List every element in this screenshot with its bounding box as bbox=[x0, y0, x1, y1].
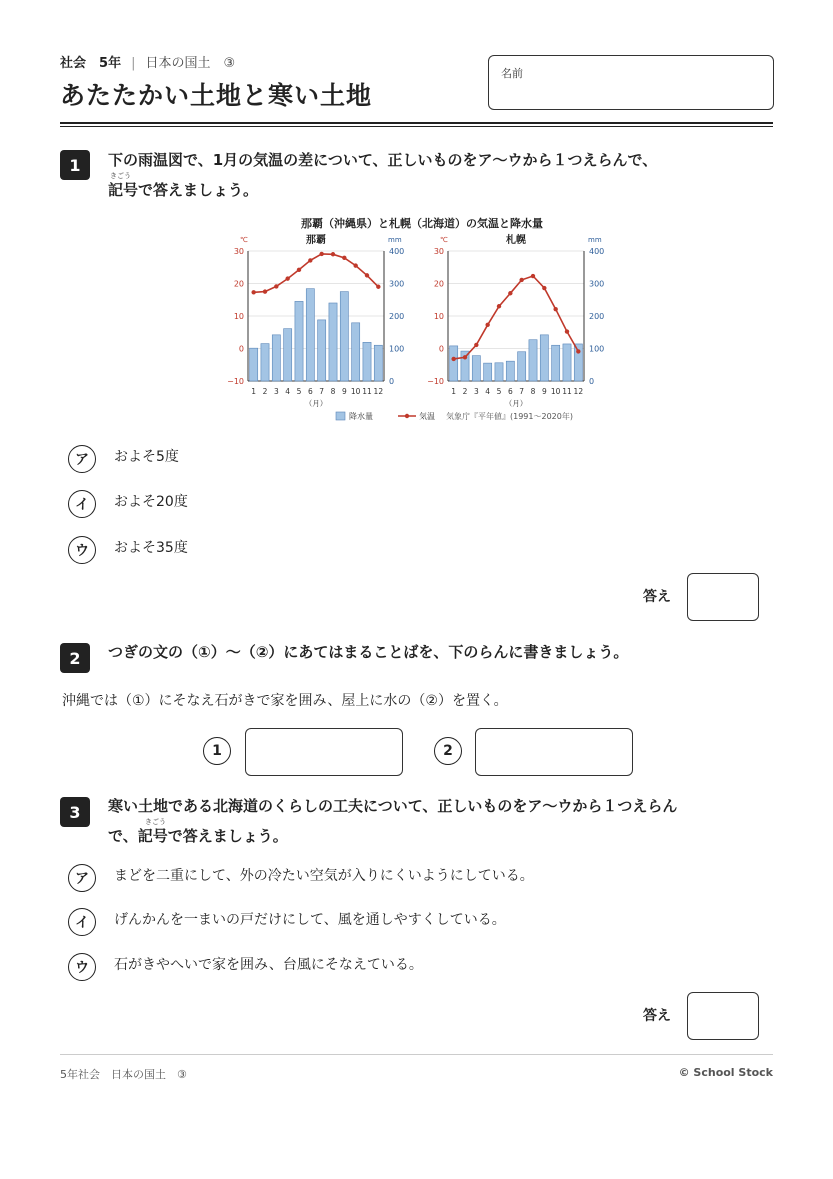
q1-answer-label: 答え bbox=[643, 589, 671, 605]
blank-2-box[interactable] bbox=[475, 728, 633, 776]
precip-bar bbox=[306, 289, 314, 381]
question-1-line1: 下の雨温図で、1月の気温の差について、正しいものをア〜ウから１つえらんで、 bbox=[108, 151, 658, 169]
precip-tick-label: 300 bbox=[389, 279, 405, 289]
choice-text: げんかんを一まいの戸だけにして、風を通しやすくしている。 bbox=[114, 912, 506, 928]
precip-bar bbox=[318, 320, 326, 381]
city-name: 那覇 bbox=[306, 235, 326, 246]
precip-bar bbox=[472, 356, 480, 381]
footer-left: 5年社会 日本の国土 ③ bbox=[60, 1068, 187, 1081]
subject-line bbox=[60, 52, 235, 71]
choice-text: およそ35度 bbox=[114, 540, 188, 556]
month-label: 2 bbox=[262, 387, 268, 396]
unit-label: 日本の国土 ③ bbox=[145, 56, 236, 71]
temp-tick-label: 30 bbox=[233, 247, 244, 256]
chart-source: 気象庁『平年値』(1991〜2020年) bbox=[446, 412, 573, 421]
name-label: 名前 bbox=[501, 67, 523, 80]
question-2-sentence: 沖縄では（①）にそなえ石がきで家を囲み、屋上に水の（②）を置く。 bbox=[62, 693, 508, 709]
temp-point bbox=[463, 355, 467, 359]
temp-point bbox=[542, 286, 546, 290]
temp-point bbox=[274, 284, 278, 288]
q3-choice-b[interactable] bbox=[68, 908, 506, 936]
temp-tick-label: 0 bbox=[238, 344, 244, 354]
precip-bar bbox=[272, 335, 280, 381]
footer-copyright: © School Stock bbox=[678, 1066, 773, 1079]
choice-text: およそ5度 bbox=[114, 449, 179, 465]
city-name: 札幌 bbox=[506, 235, 526, 246]
question-1-ruby: きごう bbox=[110, 172, 131, 180]
precip-bar bbox=[506, 361, 514, 381]
question-3-number: 3 bbox=[60, 797, 90, 827]
precip-bar bbox=[495, 363, 503, 381]
month-label: 4 bbox=[485, 387, 491, 396]
precip-tick-label: 200 bbox=[389, 312, 405, 321]
precip-bar bbox=[529, 340, 537, 381]
month-label: 12 bbox=[573, 387, 584, 396]
month-label: 5 bbox=[496, 387, 502, 396]
x-axis-label: （月） bbox=[504, 399, 528, 408]
precip-bar bbox=[540, 335, 548, 381]
q1-choice-c[interactable] bbox=[68, 536, 188, 564]
month-label: 7 bbox=[319, 387, 325, 396]
temp-point bbox=[485, 323, 489, 327]
month-label: 8 bbox=[530, 387, 536, 396]
month-label: 9 bbox=[541, 387, 547, 396]
month-label: 5 bbox=[296, 387, 302, 396]
month-label: 7 bbox=[519, 387, 525, 396]
temp-unit-label: ℃ bbox=[440, 236, 448, 244]
precip-bar bbox=[250, 348, 258, 381]
temp-point bbox=[376, 285, 380, 289]
month-label: 11 bbox=[562, 387, 572, 396]
precip-bar bbox=[552, 345, 560, 381]
legend-line-marker bbox=[405, 414, 409, 418]
choice-badge: ウ bbox=[68, 953, 96, 981]
chart-title: 那覇（沖縄県）と札幌（北海道）の気温と降水量 bbox=[301, 217, 543, 230]
precip-bar bbox=[284, 329, 292, 381]
temp-point bbox=[308, 258, 312, 262]
q3-choice-a[interactable] bbox=[68, 864, 534, 892]
temp-point bbox=[474, 343, 478, 347]
blank-1-badge: 1 bbox=[203, 737, 231, 765]
precip-tick-label: 0 bbox=[589, 377, 595, 386]
temp-tick-label: 20 bbox=[433, 279, 444, 289]
temp-point bbox=[508, 291, 512, 295]
temp-tick-label: 20 bbox=[233, 279, 244, 289]
legend-line-label: 気温 bbox=[419, 412, 435, 421]
temp-point bbox=[263, 289, 267, 293]
choice-badge: ア bbox=[68, 864, 96, 892]
temp-point bbox=[576, 349, 580, 353]
month-label: 10 bbox=[350, 387, 361, 396]
precip-tick-label: 400 bbox=[589, 247, 605, 256]
precip-bar bbox=[329, 303, 337, 381]
month-label: 1 bbox=[251, 387, 257, 396]
blank-1-box[interactable] bbox=[245, 728, 403, 776]
choice-text: まどを二重にして、外の冷たい空気が入りにくいようにしている。 bbox=[114, 868, 534, 884]
question-3-line1: 寒い土地である北海道のくらしの工夫について、正しいものをア〜ウから１つえらん bbox=[108, 797, 678, 815]
choice-badge: イ bbox=[68, 490, 96, 518]
month-label: 8 bbox=[330, 387, 336, 396]
temp-point bbox=[519, 278, 523, 282]
question-1-number: 1 bbox=[60, 150, 90, 180]
question-2-number: 2 bbox=[60, 643, 90, 673]
q1-answer-box[interactable] bbox=[687, 573, 759, 621]
temp-point bbox=[342, 256, 346, 260]
precip-tick-label: 400 bbox=[389, 247, 405, 256]
separator: | bbox=[131, 56, 136, 71]
temp-tick-label: 30 bbox=[433, 247, 444, 256]
choice-badge: イ bbox=[68, 908, 96, 936]
name-field[interactable] bbox=[488, 55, 774, 110]
precip-tick-label: 300 bbox=[589, 279, 605, 289]
footer-divider bbox=[60, 1054, 773, 1055]
precip-bar bbox=[261, 344, 269, 381]
x-axis-label: （月） bbox=[304, 399, 328, 408]
temp-point bbox=[365, 273, 369, 277]
precip-unit-label: mm bbox=[588, 236, 602, 244]
precip-bar bbox=[484, 363, 492, 381]
temp-point bbox=[331, 252, 335, 256]
choice-text: 石がきやへいで家を囲み、台風にそなえている。 bbox=[114, 957, 423, 973]
precip-bar bbox=[518, 352, 526, 381]
temp-point bbox=[497, 304, 501, 308]
month-label: 10 bbox=[550, 387, 561, 396]
temp-point bbox=[565, 329, 569, 333]
month-label: 11 bbox=[362, 387, 372, 396]
blank-2-badge: 2 bbox=[434, 737, 462, 765]
question-3-ruby: きごう bbox=[145, 818, 166, 826]
month-label: 6 bbox=[307, 387, 313, 396]
precip-bar bbox=[450, 346, 458, 381]
precip-bar bbox=[295, 301, 303, 381]
temp-tick-label: 10 bbox=[433, 312, 444, 321]
temp-point bbox=[531, 274, 535, 278]
month-label: 6 bbox=[507, 387, 513, 396]
temp-point bbox=[319, 252, 323, 256]
page-title: あたたかい土地と寒い土地 bbox=[60, 81, 373, 110]
temp-tick-label: 0 bbox=[438, 344, 444, 354]
precip-tick-label: 100 bbox=[389, 344, 405, 354]
temp-point bbox=[285, 276, 289, 280]
q3-answer-box[interactable] bbox=[687, 992, 759, 1040]
climate-chart bbox=[222, 210, 622, 430]
precip-bar bbox=[563, 344, 571, 381]
month-label: 1 bbox=[451, 387, 457, 396]
q1-choice-a[interactable] bbox=[68, 445, 179, 473]
temp-point bbox=[553, 307, 557, 311]
precip-bar bbox=[352, 323, 360, 381]
question-1-line2: 記号で答えましょう。 bbox=[108, 181, 259, 199]
temp-point bbox=[297, 268, 301, 272]
precip-bar bbox=[363, 342, 371, 381]
header-divider bbox=[60, 122, 773, 124]
temp-tick-label: 10 bbox=[233, 312, 244, 321]
question-2-text: つぎの文の（①）〜（②）にあてはまることばを、下のらんに書きましょう。 bbox=[108, 643, 629, 661]
grade: 5年 bbox=[99, 56, 122, 71]
precip-tick-label: 100 bbox=[589, 344, 605, 354]
temp-line bbox=[254, 254, 379, 292]
subject: 社会 bbox=[60, 56, 87, 71]
temp-point bbox=[451, 357, 455, 361]
choice-text: およそ20度 bbox=[114, 494, 188, 510]
legend-bar-label: 降水量 bbox=[349, 412, 373, 421]
temp-tick-label: −10 bbox=[227, 377, 244, 386]
temp-unit-label: ℃ bbox=[240, 236, 248, 244]
month-label: 2 bbox=[462, 387, 468, 396]
precip-tick-label: 200 bbox=[589, 312, 605, 321]
question-3-line2: で、記号で答えましょう。 bbox=[108, 827, 288, 845]
precip-unit-label: mm bbox=[388, 236, 402, 244]
temp-tick-label: −10 bbox=[427, 377, 444, 386]
temp-point bbox=[353, 263, 357, 267]
q1-choice-b[interactable] bbox=[68, 490, 188, 518]
temp-point bbox=[251, 290, 255, 294]
legend-bar-swatch bbox=[336, 412, 345, 420]
month-label: 3 bbox=[473, 387, 479, 396]
month-label: 12 bbox=[373, 387, 384, 396]
precip-bar bbox=[340, 292, 348, 381]
choice-badge: ア bbox=[68, 445, 96, 473]
precip-bar bbox=[374, 345, 382, 381]
header-divider-thin bbox=[60, 126, 773, 127]
month-label: 9 bbox=[341, 387, 347, 396]
q3-choice-c[interactable] bbox=[68, 953, 423, 981]
precip-tick-label: 0 bbox=[389, 377, 395, 386]
month-label: 3 bbox=[273, 387, 279, 396]
choice-badge: ウ bbox=[68, 536, 96, 564]
month-label: 4 bbox=[285, 387, 291, 396]
q3-answer-label: 答え bbox=[643, 1008, 671, 1024]
